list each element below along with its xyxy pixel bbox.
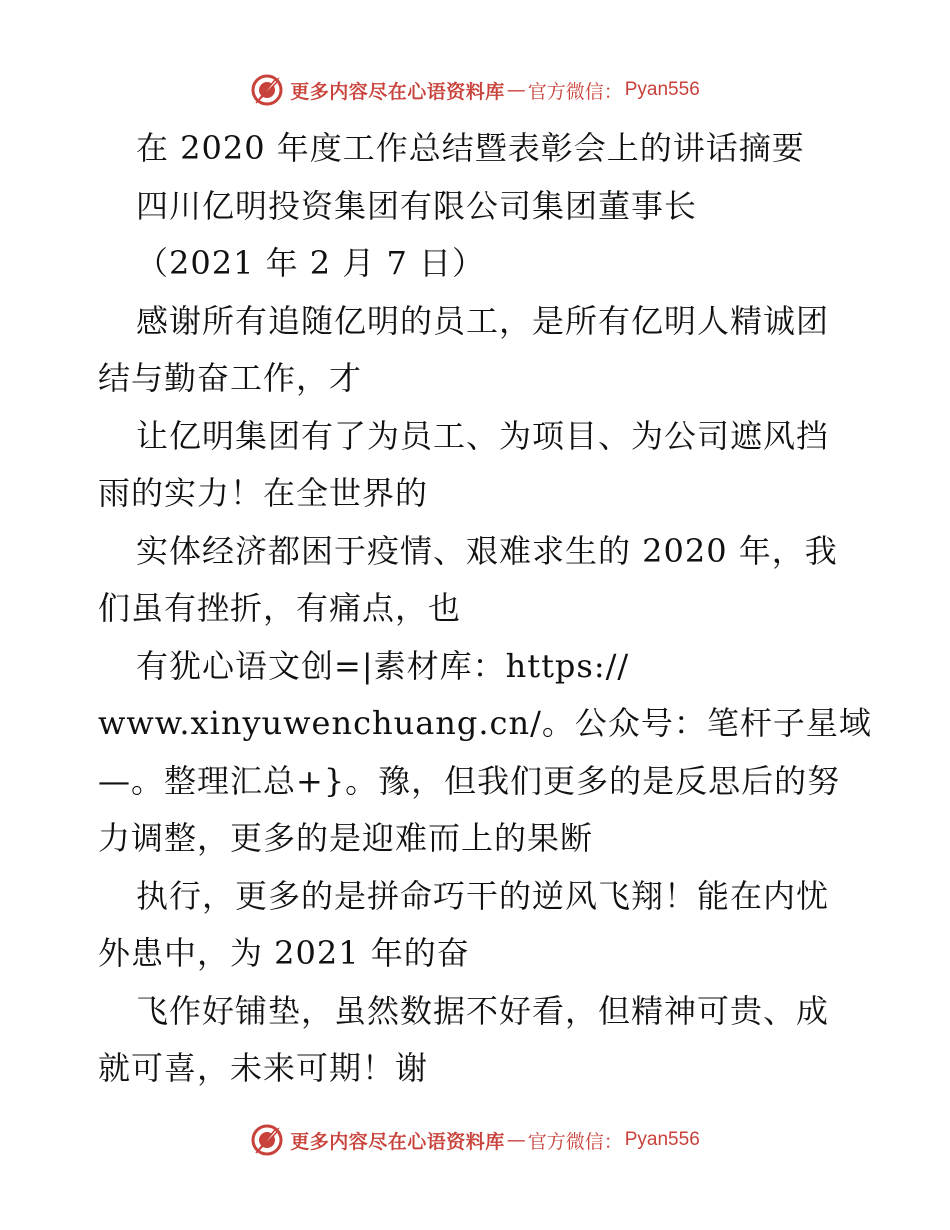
paragraph-line: 就可喜，未来可期！谢 [98, 1049, 429, 1087]
header-watermark [0, 70, 950, 110]
document-date: （2021 年 2 月 7 日） [136, 244, 486, 282]
watermark-separator: — [506, 79, 526, 101]
watermark-main-text: 更多内容尽在心语资料库 [290, 1130, 505, 1153]
paragraph-line: 有犹心语文创=|素材库：https:// [136, 646, 630, 685]
paragraph-line: 实体经济都困于疫情、艰难求生的 2020 年，我 [136, 531, 838, 570]
watermark-main-text: 更多内容尽在心语资料库 [290, 80, 505, 103]
footer-watermark [0, 1120, 950, 1160]
paragraph-line: 执行，更多的是拼命巧干的逆风飞翔！能在内忧 [136, 876, 830, 915]
paragraph-line: 结与勤奋工作，才 [98, 359, 363, 397]
document-title: 在 2020 年度工作总结暨表彰会上的讲话摘要 [136, 129, 805, 167]
watermark-label: 官方微信： [527, 80, 623, 103]
paragraph-line: 让亿明集团有了为员工、为项目、为公司遮风挡 [136, 416, 830, 455]
paragraph-line: —。整理汇总+}。豫，但我们更多的是反思后的努 [98, 761, 841, 800]
quill-seal-icon [250, 73, 284, 107]
paragraph-line: 力调整，更多的是迎难而上的果断 [98, 819, 594, 857]
paragraph-line: 外患中，为 2021 年的奋 [98, 934, 470, 972]
watermark-id: Pyan556 [624, 1129, 700, 1150]
paragraph-line: 感谢所有追随亿明的员工，是所有亿明人精诚团 [136, 301, 830, 340]
document-body [98, 120, 872, 1098]
paragraph-line: 们虽有挫折，有痛点，也 [98, 589, 462, 627]
quill-seal-icon [250, 1123, 284, 1157]
paragraph-line: 飞作好铺垫，虽然数据不好看，但精神可贵、成 [136, 991, 830, 1030]
watermark-separator: — [506, 1129, 526, 1151]
document-subtitle: 四川亿明投资集团有限公司集团董事长 [136, 186, 698, 225]
watermark-id: Pyan556 [624, 79, 700, 100]
watermark-label: 官方微信： [527, 1130, 623, 1153]
paragraph-line: www.xinyuwenchuang.cn/。公众号：笔杆子星域 [98, 704, 872, 742]
paragraph-line: 雨的实力！在全世界的 [98, 474, 429, 512]
